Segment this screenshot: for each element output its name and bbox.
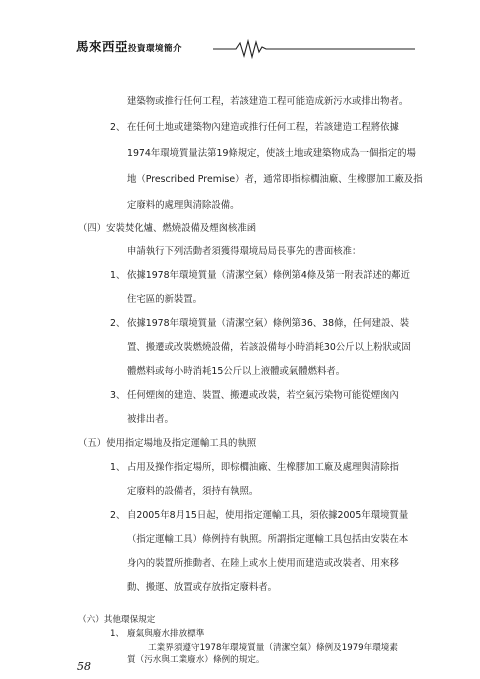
item-number: 2、 (110, 510, 126, 521)
header-pulse-rule (0, 0, 480, 60)
text-line: 被排出者。 (127, 414, 174, 425)
text-line: 1974年環境質量法第19條規定，使該土地或建築物成為一個指定的場 (127, 148, 416, 159)
text-line: 依據1978年環境質量（清潔空氣）條例第36、38條，任何建設、裝 (127, 318, 410, 329)
section-heading: （五）使用指定場地及指定運輸工具的執照 (78, 438, 257, 449)
text-line: 建築物或推行任何工程，若該建造工程可能造成新污水或排出物者。 (127, 96, 409, 107)
text-line: 依據1978年環境質量（清潔空氣）條例第4條及第一附表詳述的鄰近 (127, 270, 410, 281)
section-heading: （六）其他環保規定 (78, 615, 156, 625)
text-line: 置、搬遷或改裝燃燒設備，若該設備每小時消耗30公斤以上粉狀或固 (127, 342, 411, 353)
item-number: 1、 (110, 270, 126, 281)
item-number: 2、 (110, 318, 126, 329)
page-number: 58 (77, 660, 91, 673)
text-line: 廢氣與廢水排放標準 (127, 629, 205, 639)
header-title-main: 馬來西亞 (76, 39, 129, 54)
text-line: 自2005年8月15日起，使用指定運輸工具，須依據2005年環境質量 (127, 510, 409, 521)
text-line: 在任何土地或建築物內建造或推行任何工程，若該建造工程將依據 (127, 122, 399, 133)
text-line: 申請執行下列活動者須獲得環境局局長事先的書面核准： (127, 246, 362, 257)
running-header (0, 0, 480, 60)
text-line: 動、搬運、放置或存放指定廢料者。 (127, 582, 278, 593)
text-line: 身內的裝置所推動者、在陸上或水上使用而建造或改裝者、用來移 (127, 558, 399, 569)
text-line: 任何煙囪的建造、裝置、搬遷或改裝，若空氣污染物可能從煙囪內 (127, 390, 399, 401)
item-number: 2、 (110, 122, 126, 133)
text-line: 占用及操作指定場所，即棕櫚油廠、生橡膠加工廠及處理與清除指 (127, 462, 399, 473)
text-line: （指定運輸工具）條例持有執照。所謂指定運輸工具包括由安裝在本 (127, 534, 409, 545)
section-heading: （四）安裝焚化爐、燃燒設備及煙囪核准函 (78, 223, 257, 234)
text-line: 工業界須遵守1978年環境質量（清潔空氣）條例及1979年環境素 (148, 643, 398, 653)
text-line: 體燃料或每小時消耗15公斤以上液體或氣體燃料者。 (127, 366, 346, 377)
item-number: 1、 (110, 629, 125, 639)
header-title-sub: 投資環境簡介 (128, 44, 183, 54)
item-number: 1、 (110, 462, 126, 473)
item-number: 3、 (110, 390, 126, 401)
text-line: 質（污水與工業廢水）條例的規定。 (127, 655, 265, 665)
text-line: 定廢料的處理與清除設備。 (127, 200, 240, 211)
text-line: 地（Prescribed Premise）者，通常即指棕櫚油廠、生橡膠加工廠及指 (127, 174, 423, 185)
text-line: 定廢料的設備者，須持有執照。 (127, 486, 259, 497)
text-line: 住宅區的新裝置。 (127, 294, 203, 305)
